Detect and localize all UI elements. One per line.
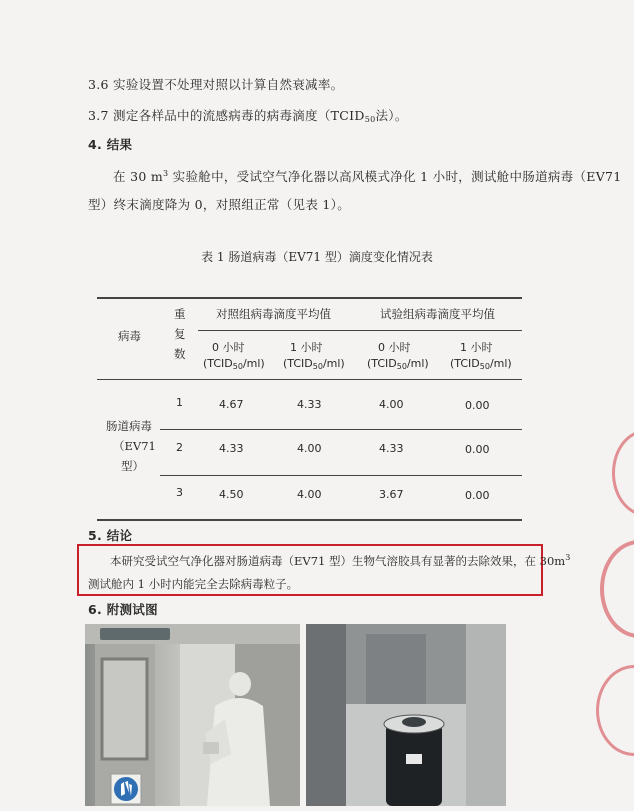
header-test-1h-unit: [450, 357, 512, 371]
unit-sub: 50: [396, 362, 407, 371]
results-line-2: 型）终末滴度降为 0，对照组正常（见表 1）。: [88, 197, 351, 212]
header-test-group: 试验组病毒滴度平均值: [380, 307, 495, 321]
table-row-rule-1: [160, 429, 522, 430]
conclusion-superscript: 3: [565, 553, 571, 562]
header-repeat-3: 数: [174, 347, 186, 361]
row-3-test-1h: 0.00: [465, 489, 490, 502]
virus-name-3: 型）: [121, 459, 144, 473]
header-repeat-2: 复: [174, 327, 186, 341]
row-2-control-1h: 4.00: [297, 442, 322, 455]
unit-pre: (TCID: [367, 357, 397, 370]
test-photo-right: [306, 624, 506, 806]
row-2-control-0h: 4.33: [219, 442, 244, 455]
unit-sub: 50: [232, 362, 243, 371]
section-4-title: 4. 结果: [88, 137, 133, 152]
unit-post: /ml): [242, 357, 265, 370]
item-3-7: [88, 106, 408, 124]
row-1-test-1h: 0.00: [465, 399, 490, 412]
header-repeat-1: 重: [174, 307, 186, 321]
test-photo-left: [85, 624, 300, 806]
air-purifier-icon: [384, 715, 444, 806]
item-3-7-subscript: 50: [364, 115, 376, 124]
table-header-rule: [97, 379, 522, 380]
row-2-test-1h: 0.00: [465, 443, 490, 456]
row-1-test-0h: 4.00: [379, 398, 404, 411]
unit-post: /ml): [406, 357, 429, 370]
row-1-repeat: 1: [176, 396, 183, 409]
item-3-7-text-end: 法）。: [375, 108, 408, 123]
row-3-test-0h: 3.67: [379, 488, 404, 501]
item-3-6: 3.6 实验设置不处理对照以计算自然衰减率。: [88, 77, 344, 92]
row-2-repeat: 2: [176, 441, 183, 454]
unit-pre: (TCID: [283, 357, 313, 370]
results-text-b: 实验舱中，受试空气净化器以高风模式净化 1 小时，测试舱中肠道病毒（EV71: [168, 169, 622, 184]
unit-post: /ml): [489, 357, 512, 370]
stamp-mark-upper: [612, 430, 634, 516]
row-2-test-0h: 4.33: [379, 442, 404, 455]
table-group-rule: [198, 330, 522, 331]
row-3-control-0h: 4.50: [219, 488, 244, 501]
section-6-title: 6. 附测试图: [88, 602, 158, 617]
header-test-0h: 0 小时: [378, 341, 411, 354]
unit-sub: 50: [312, 362, 323, 371]
results-superscript: 3: [163, 169, 169, 178]
table-caption: 表 1 肠道病毒（EV71 型）滴度变化情况表: [201, 250, 433, 264]
conclusion-line-1: [110, 553, 570, 569]
header-control-group: 对照组病毒滴度平均值: [216, 307, 331, 321]
section-5-title: 5. 结论: [88, 528, 133, 543]
results-text-a: 在 30 m: [113, 169, 164, 184]
conclusion-text-a: 本研究受试空气净化器对肠道病毒（EV71 型）生物气溶胶具有显著的去除效果，在 30m: [110, 554, 566, 568]
stamp-mark-lower: [596, 665, 634, 756]
header-control-1h-unit: [283, 357, 345, 371]
virus-name-2: （EV71: [113, 439, 156, 453]
stamp-mark-middle: [600, 540, 634, 638]
unit-pre: (TCID: [450, 357, 480, 370]
row-1-control-0h: 4.67: [219, 398, 244, 411]
header-virus: 病毒: [118, 329, 141, 343]
header-test-1h: 1 小时: [460, 341, 493, 354]
header-control-0h-unit: [203, 357, 265, 371]
virus-name-1: 肠道病毒: [106, 419, 152, 433]
item-3-7-text: 3.7 测定各样品中的流感病毒的病毒滴度（TCID: [88, 108, 365, 123]
header-test-0h-unit: [367, 357, 429, 371]
results-line-1: [113, 167, 622, 185]
row-3-control-1h: 4.00: [297, 488, 322, 501]
row-3-repeat: 3: [176, 486, 183, 499]
unit-post: /ml): [322, 357, 345, 370]
header-control-1h: 1 小时: [290, 341, 323, 354]
table-row-rule-2: [160, 475, 522, 476]
safety-glove-sign-icon: [111, 774, 141, 804]
unit-sub: 50: [479, 362, 490, 371]
row-1-control-1h: 4.33: [297, 398, 322, 411]
unit-pre: (TCID: [203, 357, 233, 370]
header-control-0h: 0 小时: [212, 341, 245, 354]
table-top-rule: [97, 297, 522, 299]
table-bottom-rule: [97, 519, 522, 521]
conclusion-line-2: 测试舱内 1 小时内能完全去除病毒粒子。: [88, 577, 299, 591]
